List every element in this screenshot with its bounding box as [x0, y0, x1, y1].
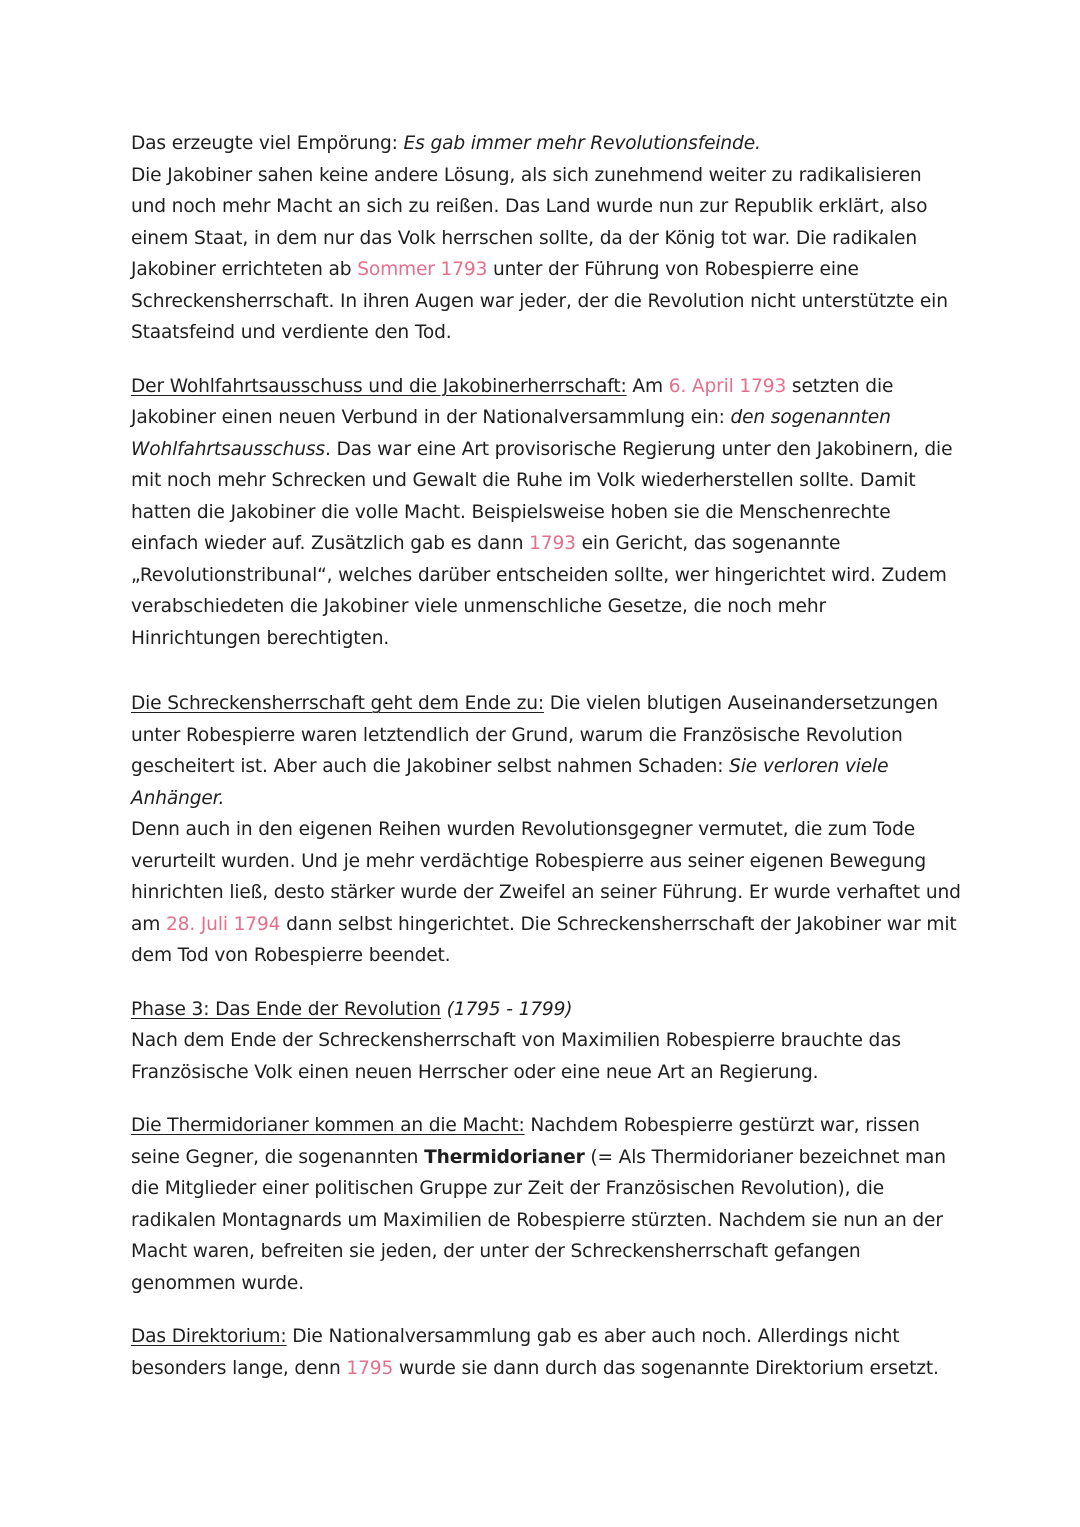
section-heading: Die Schreckensherrschaft geht dem Ende zu: — [131, 693, 544, 714]
date-highlight: 28. Juli 1794 — [165, 913, 281, 935]
phase-period: (1795 - 1799) — [440, 998, 573, 1020]
date-highlight: 1795 — [346, 1357, 394, 1379]
emphasis-text: Es gab immer mehr Revolutionsfeinde. — [403, 133, 761, 154]
date-highlight: 1793 — [529, 533, 576, 554]
paragraph-phase-3: Phase 3: Das Ende der Revolution (1795 - 1799) Nach dem Ende der Schreckensherrschaft von Maximilien Robespierre brauchte das Französische Volk einen neuen Herrscher oder eine neue Art an Regierung. — [131, 998, 901, 1083]
paragraph-thermidorianer: Die Thermidorianer kommen an die Macht: Nachdem Robespierre gestürzt war, rissen seine Gegner, die sogenannten Thermidorianer (= Als Thermidorianer bezeichnet man die Mitglieder einer politischen Gruppe zur Zeit der Französischen Revolution), die radikalen Montagnards um Maximilien de Robespierre stürzten. Nachdem sie nun an der Macht waren, befreiten sie jeden, der unter der Schreckensherrschaft gefangen genommen wurde. — [131, 1115, 946, 1294]
document-page — [131, 128, 961, 1384]
date-highlight: Sommer 1793 — [357, 259, 488, 280]
section-heading: Der Wohlfahrtsausschuss und die Jakobinerherrschaft: — [131, 375, 627, 397]
paragraph-wohlfahrtsausschuss: Der Wohlfahrtsausschuss und die Jakobinerherrschaft: Am 6. April 1793 setzten die Jakobiner einen neuen Verbund in der Nationalversammlung ein: den sogenannten Wohlfahrtsausschuss. Das war eine Art provisorische Regierung unter den Jakobinern, die mit noch mehr Schrecken und Gewalt die Ruhe im Volk wiederherstellen sollte. Damit hatten die Jakobiner die volle Macht. Beispielsweise hoben sie die Menschenrechte einfach wieder auf. Zusätzlich gab es dann 1793 ein Gericht, das sogenannte „Revolutionstribunal“, welches darüber entscheiden sollte, wer hingerichtet wird. Zudem verabschiedeten die Jakobiner viele unmenschliche Gesetze, die noch mehr Hinrichtungen berechtigten. — [131, 375, 953, 649]
section-heading: Die Thermidorianer kommen an die Macht: — [131, 1115, 525, 1136]
paragraph-schreckensherrschaft-ende: Die Schreckensherrschaft geht dem Ende zu: Die vielen blutigen Auseinandersetzungen unter Robespierre waren letztendlich der Grund, warum die Französische Revolution gescheitert ist. Aber auch die Jakobiner selbst nahmen Schaden: Sie verloren viele Anhänger. Denn auch in den eigenen Reihen wurden Revolutionsgegner vermutet, die zum Tode verurteilt wurden. Und je mehr verdächtige Robespierre aus seiner eigenen Bewegung hinrichten ließ, desto stärker wurde der Zweifel an seiner Führung. Er wurde verhaftet und am 28. Juli 1794 dann selbst hingerichtet. Die Schreckensherrschaft der Jakobiner war mit dem Tod von Robespierre beendet. — [131, 693, 961, 966]
phase-heading: Phase 3: Das Ende der Revolution — [131, 998, 441, 1020]
paragraph-revolutionsfeinde: Das erzeugte viel Empörung: Es gab immer mehr Revolutionsfeinde. Die Jakobiner sahen keine andere Lösung, als sich zunehmend weiter zu radikalisieren und noch mehr Macht an sich zu reißen. Das Land wurde nun zur Republik erklärt, also einem Staat, in dem nur das Volk herrschen sollte, da der König tot war. Die radikalen Jakobiner errichteten ab Sommer 1793 unter der Führung von Robespierre eine Schreckensherrschaft. In ihren Augen war jeder, der die Revolution nicht unterstützte ein Staatsfeind und verdiente den Tod. — [131, 133, 948, 343]
emphasis-text: Sie verloren viele Anhänger. — [131, 756, 889, 809]
section-heading: Das Direktorium: — [131, 1326, 287, 1347]
date-highlight: 6. April 1793 — [668, 375, 787, 397]
paragraph-direktorium: Das Direktorium: Die Nationalversammlung gab es aber auch noch. Allerdings nicht besonders lange, denn 1795 wurde sie dann durch das sogenannte Direktorium ersetzt. — [131, 1326, 939, 1379]
emphasis-text: den sogenannten Wohlfahrtsausschuss — [131, 407, 891, 460]
bold-term: Thermidorianer — [424, 1146, 585, 1168]
